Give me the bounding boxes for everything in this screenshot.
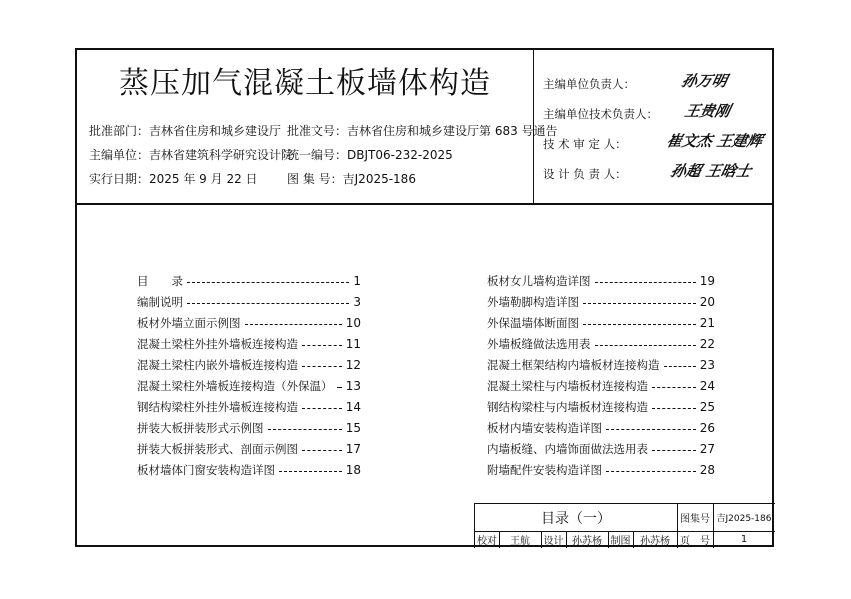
leader-line	[187, 303, 349, 304]
header-divider	[77, 203, 772, 205]
tech-reviewer-label: 技 术 审 定 人：	[543, 137, 627, 151]
toc-item-page: 11	[345, 337, 361, 351]
atlas-no-value: 吉J2025-186	[342, 172, 416, 186]
tech-lead-signature: 王贵刚	[682, 102, 732, 120]
leader-line	[606, 429, 696, 430]
tech-lead-label: 主编单位技术负责人：	[543, 107, 658, 121]
toc-item-page: 24	[699, 379, 715, 393]
effective-date-row	[89, 170, 258, 187]
checker-label: 校对	[477, 536, 497, 547]
toc-item[interactable]	[487, 439, 715, 459]
toc-item[interactable]	[137, 271, 361, 291]
toc-item[interactable]	[487, 460, 715, 480]
toc-item-label: 板材外墙立面示例图	[137, 316, 241, 330]
toc-item-label: 钢结构梁柱与内墙板材连接构造	[487, 400, 648, 414]
leader-line	[652, 450, 696, 451]
leader-line	[583, 324, 696, 325]
page-no-label: 页 号	[680, 536, 710, 547]
editor-unit-value: 吉林省建筑科学研究设计院	[149, 148, 294, 162]
toc-item-page: 10	[345, 316, 361, 330]
design-lead-label: 设 计 负 责 人：	[543, 167, 627, 181]
toc-item-label: 板材内墙安装构造详图	[487, 421, 602, 435]
design-lead-signature: 孙超 王晗士	[668, 162, 754, 180]
approval-dept-label: 批准部门：	[89, 124, 150, 138]
toc-item-label: 混凝土梁柱外墙板连接构造（外保温）	[137, 379, 333, 393]
toc-item[interactable]	[487, 271, 715, 291]
leader-line	[302, 450, 342, 451]
atlas-no-label: 图集号	[680, 514, 710, 525]
tech-reviewer-signature: 崔文杰 王建辉	[664, 132, 765, 150]
toc-item-label: 拼装大板拼装形式、剖面示例图	[137, 442, 298, 456]
approval-dept-value: 吉林省住房和城乡建设厅	[149, 124, 282, 138]
sheet-title: 目录（一）	[541, 510, 611, 527]
unified-no-row	[287, 146, 453, 163]
toc-item-page: 22	[699, 337, 715, 351]
leader-line	[595, 282, 696, 283]
leader-line	[245, 324, 342, 325]
toc-item[interactable]	[137, 313, 361, 333]
leader-line	[302, 345, 342, 346]
editor-unit-label: 主编单位：	[89, 148, 150, 162]
toc-item-label: 外保温墙体断面图	[487, 316, 579, 330]
toc-item[interactable]	[137, 439, 361, 459]
toc-item-page: 21	[699, 316, 715, 330]
toc-item[interactable]	[487, 418, 715, 438]
chief-editor-label: 主编单位负责人：	[543, 77, 635, 91]
toc-item-page: 19	[699, 274, 715, 288]
toc-item-page: 14	[345, 400, 361, 414]
drawing-frame	[75, 48, 774, 547]
toc-item-page: 25	[699, 400, 715, 414]
leader-line	[268, 429, 342, 430]
toc-item[interactable]	[487, 292, 715, 312]
atlas-no-value: 吉J2025-186	[716, 514, 772, 524]
leader-line	[652, 387, 696, 388]
toc-item[interactable]	[137, 460, 361, 480]
toc-item-label: 混凝土梁柱与内墙板材连接构造	[487, 379, 648, 393]
toc-item-page: 26	[699, 421, 715, 435]
toc-item-page: 17	[345, 442, 361, 456]
drafter-name: 孙苏杨	[640, 536, 670, 547]
leader-line	[187, 282, 349, 283]
toc-item-label: 外墙板缝做法选用表	[487, 337, 591, 351]
toc-item[interactable]	[137, 334, 361, 354]
chief-editor-signature: 孙万明	[679, 72, 729, 90]
page-no-value: 1	[740, 534, 748, 545]
toc-item-label: 混凝土框架结构内墙板材连接构造	[487, 358, 660, 372]
toc-item-page: 15	[345, 421, 361, 435]
toc-item[interactable]	[137, 397, 361, 417]
leader-line	[302, 366, 342, 367]
toc-item-page: 23	[699, 358, 715, 372]
toc-item[interactable]	[487, 334, 715, 354]
toc-item[interactable]	[137, 355, 361, 375]
toc-item[interactable]	[137, 376, 361, 396]
title-block	[474, 503, 775, 548]
leader-line	[302, 408, 342, 409]
toc-item-label: 编制说明	[137, 295, 183, 309]
toc-item[interactable]	[487, 397, 715, 417]
leader-line	[606, 471, 696, 472]
toc-item-page: 1	[353, 274, 361, 288]
effective-date-label: 实行日期：	[89, 172, 150, 186]
leader-line	[279, 471, 342, 472]
leader-line	[652, 408, 696, 409]
leader-line	[583, 303, 696, 304]
approval-no-label: 批准文号：	[287, 124, 348, 138]
toc-item-label: 板材女儿墙构造详图	[487, 274, 591, 288]
toc-item-page: 27	[699, 442, 715, 456]
editor-unit-row	[89, 146, 293, 163]
approval-no-row	[287, 122, 558, 139]
toc-item[interactable]	[487, 376, 715, 396]
unified-no-label: 统一编号：	[287, 148, 348, 162]
toc-item[interactable]	[487, 355, 715, 375]
leader-line	[337, 387, 342, 388]
toc-item-label: 外墙勒脚构造详图	[487, 295, 579, 309]
toc-item-label: 钢结构梁柱外挂外墙板连接构造	[137, 400, 298, 414]
toc-item-label: 拼装大板拼装形式示例图	[137, 421, 264, 435]
toc-item-label: 混凝土梁柱外挂外墙板连接构造	[137, 337, 298, 351]
toc-item-label: 混凝土梁柱内嵌外墙板连接构造	[137, 358, 298, 372]
toc-item-page: 18	[345, 463, 361, 477]
leader-line	[595, 345, 696, 346]
leader-line	[664, 366, 696, 367]
toc-item-page: 12	[345, 358, 361, 372]
toc-item-label: 附墙配件安装构造详图	[487, 463, 602, 477]
page-title: 蒸压加气混凝土板墙体构造	[119, 66, 491, 101]
approval-dept-row	[89, 122, 281, 139]
atlas-no-row	[287, 170, 416, 187]
designer-label: 设计	[543, 536, 564, 547]
toc-item-page: 28	[699, 463, 715, 477]
effective-date-value: 2025 年 9 月 22 日	[149, 172, 258, 186]
toc-item-label: 目 录	[137, 274, 183, 288]
toc-item[interactable]	[137, 292, 361, 312]
unified-no-value: DBJT06-232-2025	[347, 148, 453, 162]
atlas-no-label: 图 集 号：	[287, 172, 343, 186]
drafter-label: 制图	[610, 536, 631, 547]
toc-item-page: 13	[345, 379, 361, 393]
toc-item[interactable]	[487, 313, 715, 333]
toc-item-page: 20	[699, 295, 715, 309]
approval-no-value: 吉林省住房和城乡建设厅第 683 号通告	[347, 124, 558, 138]
toc-item-label: 内墙板缝、内墙饰面做法选用表	[487, 442, 648, 456]
toc-item[interactable]	[137, 418, 361, 438]
designer-name: 孙苏杨	[572, 536, 602, 547]
toc-item-label: 板材墙体门窗安装构造详图	[137, 463, 275, 477]
checker-name: 王航	[510, 536, 530, 547]
toc-item-page: 3	[353, 295, 361, 309]
